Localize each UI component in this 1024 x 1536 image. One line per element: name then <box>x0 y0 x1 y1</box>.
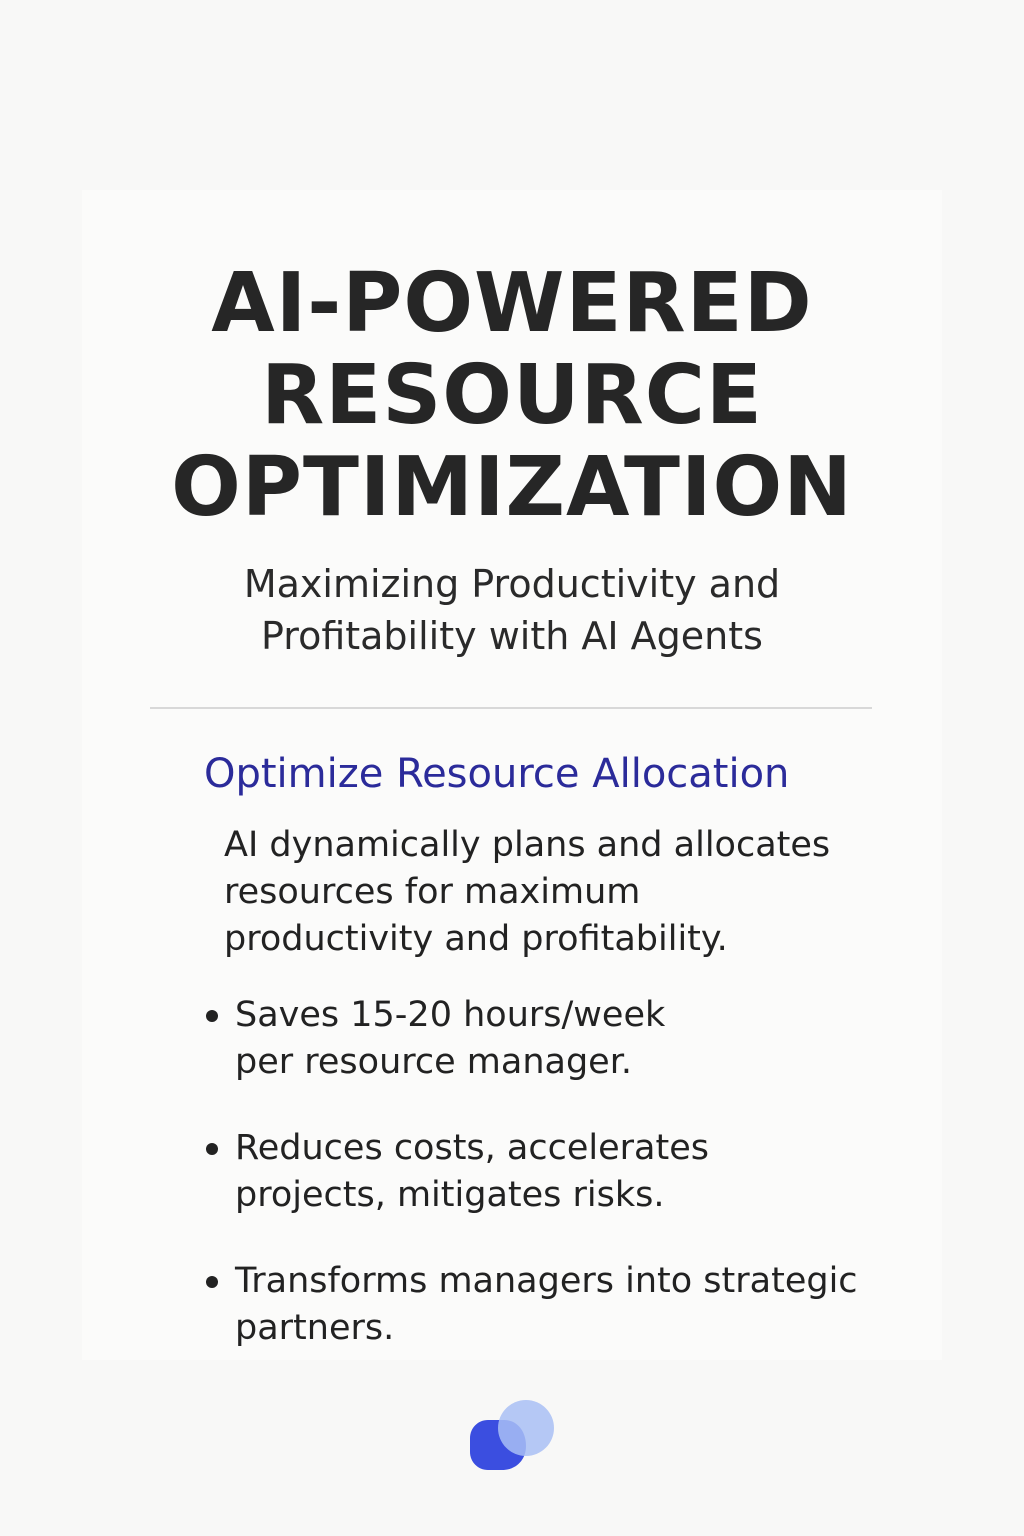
section-description-line-1: AI dynamically plans and allocates <box>224 825 831 865</box>
benefit-item <box>200 1258 900 1352</box>
section-description <box>224 822 864 963</box>
benefit-item <box>200 992 900 1086</box>
benefit-item-line-2: partners. <box>235 1308 395 1348</box>
overlapping-circles-logo-icon <box>468 1398 556 1486</box>
section-description-line-3: productivity and profitability. <box>224 919 728 959</box>
section-divider <box>150 707 872 709</box>
page-subtitle-line-1: Maximizing Productivity and <box>243 562 781 606</box>
bullet-icon <box>206 1143 218 1155</box>
bullet-icon <box>206 1010 218 1022</box>
page-title <box>0 258 1024 534</box>
benefit-item <box>200 1125 900 1219</box>
section-heading: Optimize Resource Allocation <box>204 751 790 797</box>
benefit-item-line-2: projects, mitigates risks. <box>235 1175 665 1215</box>
benefit-list <box>200 992 900 1391</box>
page-subtitle <box>0 558 1024 662</box>
page-subtitle-line-2: Profitability with AI Agents <box>261 614 763 658</box>
section-description-line-2: resources for maximum <box>224 872 641 912</box>
page-title-line-3: OPTIMIZATION <box>171 440 853 535</box>
benefit-item-line-1: Transforms managers into strategic <box>235 1261 858 1301</box>
benefit-item-line-2: per resource manager. <box>235 1042 632 1082</box>
page-title-line-1: AI-POWERED <box>211 256 813 351</box>
page-title-line-2: RESOURCE <box>261 348 763 443</box>
bullet-icon <box>206 1276 218 1288</box>
benefit-item-line-1: Saves 15-20 hours/week <box>235 995 666 1035</box>
benefit-item-line-1: Reduces costs, accelerates <box>235 1128 709 1168</box>
